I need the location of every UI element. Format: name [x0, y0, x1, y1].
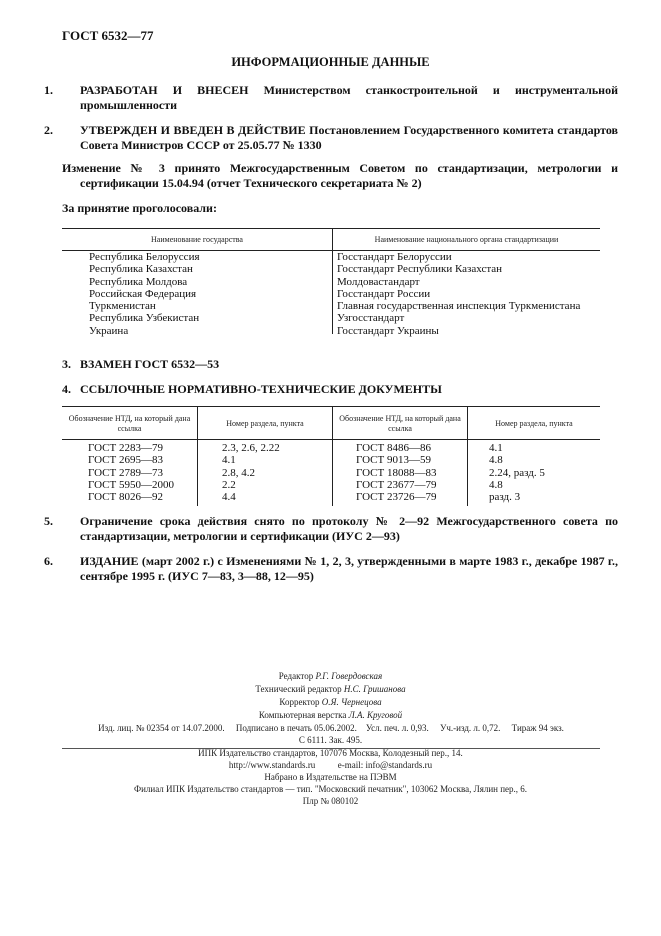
standards-body: Госстандарт Республики Казахстан [337, 263, 503, 276]
item-3 [62, 357, 600, 372]
ref-section: 4.4 [222, 491, 236, 504]
credit-tech-editor [0, 683, 661, 696]
standards-body: Госстандарт Украины [337, 324, 439, 337]
standards-body: Госстандарт Белоруссии [337, 251, 452, 263]
credits [0, 670, 661, 722]
state-name: Украина [89, 324, 129, 337]
item-3-number: 3. [62, 357, 71, 371]
item-1-text: Министерством станкостроительной и инструментальной промышленности [80, 83, 618, 112]
credit-editor-name: Р.Г. Говердовская [315, 671, 383, 681]
ref-document: ГОСТ 18088—83 [356, 466, 437, 479]
ref-section: 2.2 [222, 478, 236, 491]
credit-editor [0, 670, 661, 683]
change-note: Изменение № 3 принято Межгосударственным Советом по стандартизации, метрологии и сертификации 15.04.94 (отчет Технического секретариата № 2) [62, 161, 618, 190]
refs-col-3 [356, 442, 436, 503]
state-name: Республика Узбекистан [89, 312, 200, 325]
imprint-line-2: С 6111. Зак. 495. [298, 735, 363, 745]
bodies-column [337, 251, 599, 337]
states-header-body: Наименование национального органа стандартизации [374, 235, 559, 244]
item-4-number: 4. [62, 382, 71, 396]
standards-body: Госстандарт России [337, 287, 431, 300]
states-column [89, 251, 329, 337]
state-name: Республика Молдова [89, 275, 188, 288]
credit-layout [0, 709, 661, 722]
item-5-number: 5. [44, 514, 53, 528]
ref-section: 2.3, 2.6, 2.22 [222, 442, 280, 454]
item-6-text: ИЗДАНИЕ (март 2002 г.) с Изменениями № 1, 2, 3, утвержденными в марте 1983 г., декабре 1987 г., сентябре 1995 г. (ИУС 7—83, 3—88, 12—95) [80, 554, 618, 583]
item-1-number: 1. [44, 83, 53, 97]
refs-col-2 [222, 442, 280, 503]
imprint-line-6: Филиал ИПК Издательство стандартов — тип. "Московский печатник", 103062 Москва, Лялин пер., 6. [133, 784, 528, 794]
credit-corrector-name: О.Я. Чернецова [321, 697, 382, 707]
ref-document: ГОСТ 9013—59 [356, 454, 431, 467]
item-1-bold: РАЗРАБОТАН И ВНЕСЕН [80, 83, 249, 97]
imprint-line-4: http://www.standards.ru e-mail: info@standards.ru [228, 760, 433, 770]
item-4-text: ССЫЛОЧНЫЕ НОРМАТИВНО-ТЕХНИЧЕСКИЕ ДОКУМЕНТЫ [80, 382, 442, 396]
imprint-line-7: Плр № 080102 [302, 796, 359, 806]
item-6 [44, 554, 618, 584]
ref-section: 4.1 [222, 454, 236, 467]
refs-col-4 [489, 442, 545, 503]
item-3-text: ВЗАМЕН ГОСТ 6532—53 [80, 357, 220, 371]
refs-table-top-rule [62, 406, 600, 407]
ref-document: ГОСТ 23726—79 [356, 491, 437, 504]
imprint-line-1: Изд. лиц. № 02354 от 14.07.2000. Подписано в печать 05.06.2002. Усл. печ. л. 0,93. Уч.-изд. л. 0,72. Тираж 94 экз. [98, 723, 564, 733]
states-table-top-rule [62, 228, 600, 229]
states-header-state: Наименование государства [151, 235, 243, 244]
credit-layout-role: Компьютерная верстка [258, 710, 347, 720]
item-4 [62, 382, 600, 397]
voted-label: За принятие проголосовали: [62, 201, 217, 215]
item-5 [44, 514, 618, 544]
ref-section: разд. 3 [489, 491, 521, 504]
state-name: Республика Белоруссия [89, 251, 200, 263]
page-title: ИНФОРМАЦИОННЫЕ ДАННЫЕ [231, 55, 430, 69]
ref-section: 2.24, разд. 5 [489, 466, 545, 479]
ref-document: ГОСТ 2283—79 [88, 442, 163, 454]
ref-document: ГОСТ 5950—2000 [88, 478, 174, 491]
state-name: Российская Федерация [89, 287, 197, 300]
imprint-line-5: Набрано в Издательстве на ПЭВМ [264, 772, 397, 782]
item-2-bold: УТВЕРЖДЕН И ВВЕДЕН В ДЕЙСТВИЕ [80, 123, 306, 137]
refs-table-header-rule [62, 439, 600, 440]
credit-tech-role: Технический редактор [255, 684, 342, 694]
standards-body: Главная государственная инспекция Туркменистана [337, 300, 581, 313]
credit-tech-name: Н.С. Гришанова [343, 684, 406, 694]
credit-editor-role: Редактор [278, 671, 314, 681]
ref-document: ГОСТ 8026—92 [88, 491, 163, 504]
standards-body: Молдовастандарт [337, 275, 420, 288]
state-name: Туркменистан [89, 300, 156, 313]
state-name: Республика Казахстан [89, 263, 193, 276]
item-1 [44, 83, 618, 113]
item-2-number: 2. [44, 123, 53, 137]
item-6-number: 6. [44, 554, 53, 568]
refs-header-1: Обозначение НТД, на который дана ссылка [68, 414, 191, 433]
ref-section: 4.8 [489, 454, 503, 467]
item-2-text: Постановлением Государственного комитета стандартов Совета Министров СССР от 25.05.77 № 1330 [80, 123, 618, 152]
credit-corrector-role: Корректор [279, 697, 320, 707]
ref-section: 4.8 [489, 478, 503, 491]
refs-col-1 [88, 442, 174, 503]
ref-section: 4.1 [489, 442, 503, 454]
item-2 [44, 123, 618, 153]
ref-document: ГОСТ 8486—86 [356, 442, 431, 454]
standards-body: Узгосстандарт [337, 312, 405, 325]
ref-document: ГОСТ 2695—83 [88, 454, 163, 467]
refs-header-3: Обозначение НТД, на который дана ссылка [339, 414, 461, 433]
ref-section: 2.8, 4.2 [222, 466, 255, 479]
item-5-text: Ограничение срока действия снято по протоколу № 2—92 Межгосударственного совета по стандартизации, метрологии и сертификации (ИУС 2—93) [80, 514, 618, 543]
refs-header-2: Номер раздела, пункта [226, 419, 304, 428]
ref-document: ГОСТ 2789—73 [88, 466, 163, 479]
credit-corrector [0, 696, 661, 709]
states-table-divider-body [332, 250, 333, 334]
refs-header-4: Номер раздела, пункта [495, 419, 573, 428]
ref-document: ГОСТ 23677—79 [356, 478, 437, 491]
credit-layout-name: Л.А. Круговой [348, 710, 403, 720]
document-code: ГОСТ 6532—77 [62, 28, 154, 43]
imprint-line-3: ИПК Издательство стандартов, 107076 Москва, Колодезный пер., 14. [198, 748, 463, 758]
